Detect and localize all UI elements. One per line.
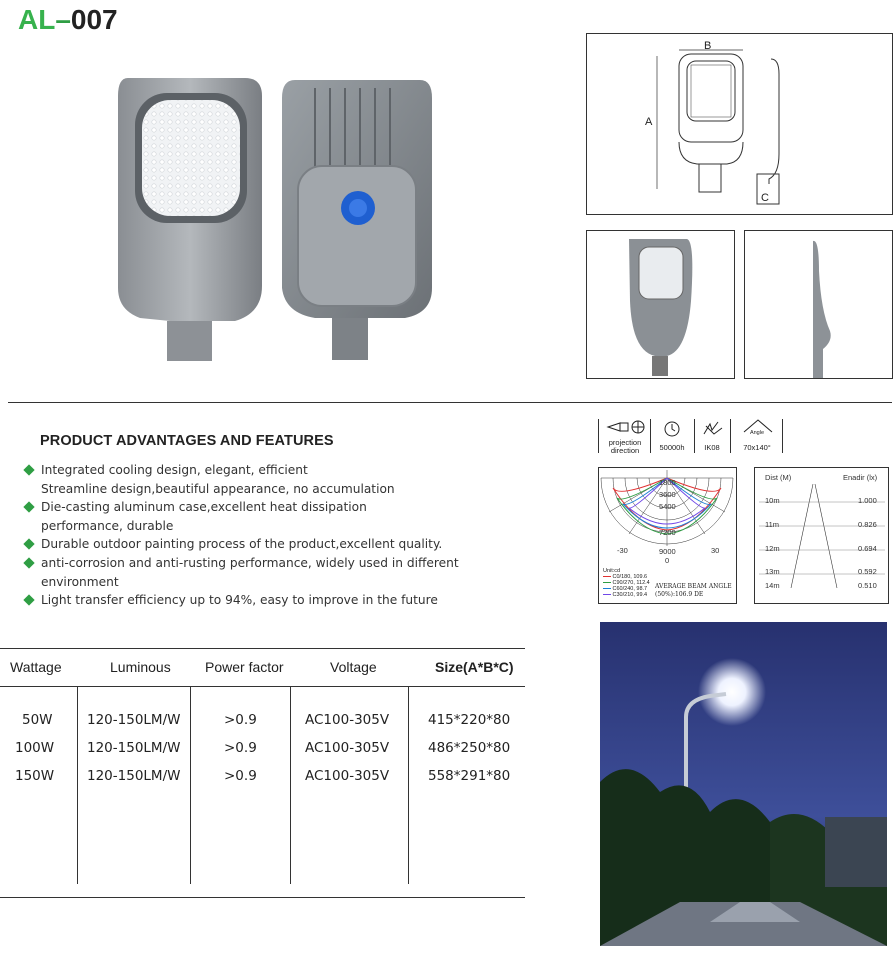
page-title [18, 4, 118, 36]
feature-item: Die-casting aluminum case,excellent heat dissipation performance, durable [23, 498, 463, 535]
angle-small-label: Angle [749, 430, 765, 436]
table-cell: >0.9 [224, 768, 257, 784]
header-luminous: Luminous [110, 659, 171, 675]
impact-label: IK08 [704, 443, 720, 452]
header-power-factor: Power factor [205, 659, 284, 675]
header-wattage: Wattage [10, 659, 62, 675]
table-cell: >0.9 [224, 712, 257, 728]
illuminance-dist: 14m [765, 581, 780, 590]
table-cell: AC100-305V [305, 768, 390, 784]
product-photo-angle [586, 230, 735, 379]
table-cell: 100W [15, 740, 55, 756]
street-night-photo [600, 622, 887, 946]
illuminance-value: 0.694 [858, 544, 877, 553]
product-photo-side [744, 230, 893, 379]
table-cell: 558*291*80 [428, 768, 511, 784]
polar-caption: AVERAGE BEAM ANGLE (50%):106.9 DE [655, 583, 732, 598]
lifetime-label: 50000h [659, 443, 685, 452]
impact-icon [702, 420, 724, 438]
dimension-label-b: B [704, 40, 712, 52]
illuminance-col1: Dist (M) [765, 473, 792, 482]
header-size: Size(A*B*C) [435, 659, 514, 675]
polar-ring-label: 5400 [659, 502, 676, 511]
illuminance-value: 1.000 [858, 496, 877, 505]
illuminance-dist: 13m [765, 567, 780, 576]
clock-icon [663, 420, 681, 438]
angle-label: 70x140° [743, 443, 771, 452]
polar-ring-label: 1800 [659, 478, 676, 487]
projection-icon [606, 419, 646, 435]
illuminance-dist: 12m [765, 544, 780, 553]
table-cell: >0.9 [224, 740, 257, 756]
feature-item: Integrated cooling design, elegant, efficient Streamline design,beautiful appearance, no accumulation [23, 461, 463, 498]
table-cell: 120-150LM/W [87, 740, 181, 756]
illuminance-value: 0.510 [858, 581, 877, 590]
feature-item: anti-corrosion and anti-rusting performance, widely used in different environment [23, 554, 463, 591]
feature-item: Light transfer efficiency up to 94%, easy to improve in the future [23, 591, 463, 610]
section-divider [8, 402, 892, 403]
spec-icons [598, 417, 783, 455]
features-list [23, 461, 463, 610]
table-cell: AC100-305V [305, 712, 390, 728]
illuminance-dist: 11m [765, 520, 780, 529]
table-cell: 120-150LM/W [87, 768, 181, 784]
header-voltage: Voltage [330, 659, 377, 675]
table-cell: 50W [22, 712, 53, 728]
polar-angle-bottom: 0 [665, 556, 670, 565]
title-dash: – [55, 4, 71, 35]
illuminance-col2: Enadir (lx) [843, 473, 878, 482]
polar-ring-label: 9000 [659, 547, 676, 556]
polar-ring-label: 7200 [659, 528, 676, 537]
polar-legend: Unit:cd C0/180, 109.6 C90/270, 112.4 C60/240, 98.7 C30/210, 99.4 [603, 568, 650, 598]
product-photo-front-back [110, 78, 440, 368]
spec-table [0, 648, 525, 900]
features-heading: PRODUCT ADVANTAGES AND FEATURES [40, 433, 334, 449]
table-cell: AC100-305V [305, 740, 390, 756]
polar-angle-right: 30 [711, 546, 720, 555]
illuminance-value: 0.826 [858, 520, 877, 529]
illuminance-table [754, 467, 889, 604]
projection-label: projection direction [608, 438, 642, 455]
table-cell: 415*220*80 [428, 712, 511, 728]
title-suffix: 007 [70, 4, 118, 35]
table-cell: 486*250*80 [428, 740, 511, 756]
polar-diagram [598, 467, 737, 604]
dimension-label-c: C [761, 192, 769, 204]
table-cell: 120-150LM/W [87, 712, 181, 728]
illuminance-dist: 10m [765, 496, 780, 505]
polar-ring-label: 3600 [659, 490, 676, 499]
table-cell: 150W [15, 768, 55, 784]
illuminance-value: 0.592 [858, 567, 877, 576]
dimension-label-a: A [645, 116, 653, 128]
dimension-drawing [586, 33, 893, 215]
polar-angle-left: -30 [617, 546, 628, 555]
feature-item: Durable outdoor painting process of the product,excellent quality. [23, 535, 463, 554]
title-prefix: AL [18, 4, 56, 35]
